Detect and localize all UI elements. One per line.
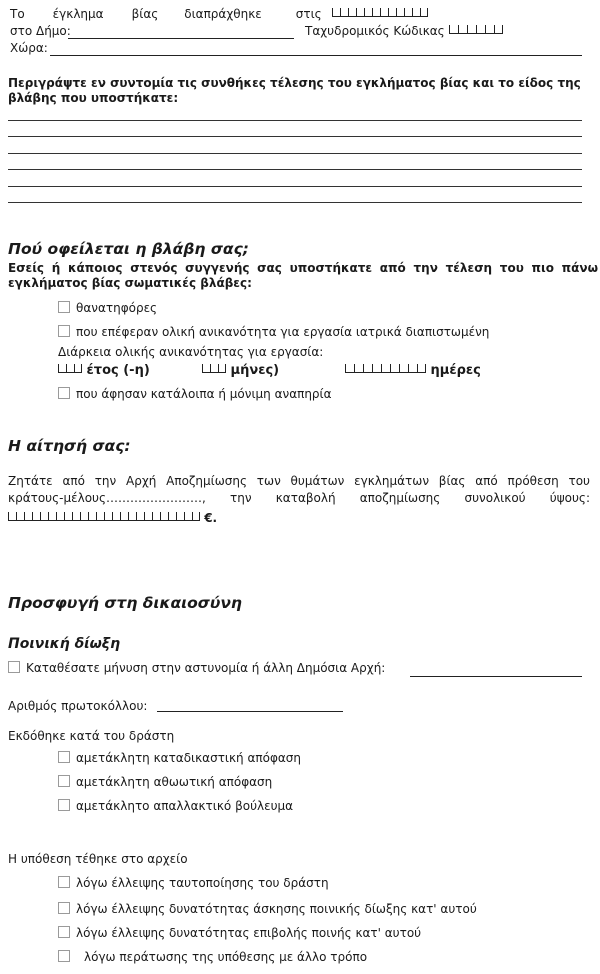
harm-option-disability[interactable] xyxy=(58,387,332,401)
municipality-field[interactable] xyxy=(68,38,294,39)
option-label: λόγω έλλειψης δυνατότητας άσκησης ποινικής δίωξης κατ' αυτού xyxy=(76,902,477,916)
option-label: αμετάκλητη καταδικαστική απόφαση xyxy=(76,751,301,765)
days-digit-boxes[interactable] xyxy=(345,364,426,373)
harm-option-incapacity[interactable] xyxy=(58,325,489,339)
option-label: θανατηφόρες xyxy=(76,301,158,315)
amount-digit-boxes[interactable] xyxy=(8,512,200,521)
country-label: Χώρα: xyxy=(10,41,48,55)
member-state-field[interactable]: ……………………, xyxy=(106,491,206,505)
request-line-2 xyxy=(8,491,590,505)
municipality-label: στο Δήμο: xyxy=(10,24,71,38)
word: βίας xyxy=(131,7,159,21)
duration-years xyxy=(58,363,150,378)
postal-code-row xyxy=(305,24,503,38)
duration-months xyxy=(202,363,279,378)
checkbox[interactable] xyxy=(58,301,70,313)
description-line[interactable] xyxy=(8,202,582,203)
months-label: μήνες) xyxy=(230,363,280,378)
checkbox[interactable] xyxy=(58,876,70,888)
currency-label: €. xyxy=(204,511,218,525)
word: στις xyxy=(295,7,322,21)
option-label: λόγω περάτωσης της υπόθεσης με άλλο τρόπο xyxy=(84,950,368,964)
years-digit-boxes[interactable] xyxy=(58,364,82,373)
option-label: αμετάκλητο απαλλακτικό βούλευμα xyxy=(76,799,294,813)
months-digit-boxes[interactable] xyxy=(202,364,226,373)
archived-label: Η υπόθεση τέθηκε στο αρχείο xyxy=(8,852,188,866)
member-state-label: κράτους-μέλους xyxy=(8,491,107,505)
protocol-label: Αριθμός πρωτοκόλλου: xyxy=(8,699,148,713)
harm-heading: Πού οφείλεται η βλάβη σας; xyxy=(8,240,249,258)
option-label: που άφησαν κατάλοιπα ή μόνιμη αναπηρία xyxy=(76,387,332,401)
description-line[interactable] xyxy=(8,186,582,187)
word: Το xyxy=(10,7,25,21)
checkbox[interactable] xyxy=(58,775,70,787)
justice-heading: Προσφυγή στη δικαιοσύνη xyxy=(8,594,242,612)
request-heading: Η αίτησή σας: xyxy=(8,437,131,455)
description-line[interactable] xyxy=(8,136,582,137)
checkbox[interactable] xyxy=(58,926,70,938)
description-line[interactable] xyxy=(8,120,582,121)
archived-option[interactable] xyxy=(58,902,477,916)
option-label: αμετάκλητη αθωωτική απόφαση xyxy=(76,775,273,789)
issued-option[interactable] xyxy=(58,799,293,813)
harm-option-fatal[interactable] xyxy=(58,301,157,315)
option-label: που επέφεραν ολική ανικανότητα για εργασία ιατρικά διαπιστωμένη xyxy=(76,325,490,339)
description-line[interactable] xyxy=(8,153,582,154)
complaint-label: Καταθέσατε μήνυση στην αστυνομία ή άλλη Δημόσια Αρχή: xyxy=(26,661,386,675)
issued-option[interactable] xyxy=(58,751,301,765)
days-label: ημέρες xyxy=(430,363,481,378)
country-field[interactable] xyxy=(50,55,582,56)
description-line[interactable] xyxy=(8,169,582,170)
postal-code-label: Ταχυδρομικός Κώδικας xyxy=(305,24,445,38)
checkbox[interactable] xyxy=(58,325,70,337)
word: διαπράχθηκε xyxy=(184,7,262,21)
amount-row xyxy=(8,511,217,525)
date-digit-boxes[interactable] xyxy=(332,8,428,17)
duration-days xyxy=(345,363,481,378)
crime-date-line xyxy=(10,7,428,21)
harm-question: Εσείς ή κάποιος στενός συγγενής σας υποστήκατε από την τέλεση του πιο πάνω εγκλήματος βίας σωματικές βλάβες: xyxy=(8,261,598,290)
prosecution-subheading: Ποινική δίωξη xyxy=(8,636,121,652)
checkbox[interactable] xyxy=(58,950,70,962)
checkbox[interactable] xyxy=(58,387,70,399)
checkbox[interactable] xyxy=(58,751,70,763)
option-label: λόγω έλλειψης ταυτοποίησης του δράστη xyxy=(76,876,329,890)
complaint-row[interactable] xyxy=(8,661,385,675)
protocol-number-field[interactable] xyxy=(157,711,343,712)
issued-label: Εκδόθηκε κατά του δράστη xyxy=(8,729,175,743)
issued-option[interactable] xyxy=(58,775,272,789)
archived-option[interactable] xyxy=(58,950,367,964)
word: έγκλημα xyxy=(52,7,104,21)
checkbox[interactable] xyxy=(8,661,20,673)
option-label: λόγω έλλειψης δυνατότητας επιβολής ποινής κατ' αυτού xyxy=(76,926,422,940)
years-label: έτος (-η) xyxy=(86,363,150,378)
checkbox[interactable] xyxy=(58,902,70,914)
duration-label: Διάρκεια ολικής ανικανότητας για εργασία: xyxy=(58,345,324,359)
postal-code-digit-boxes[interactable] xyxy=(449,25,503,34)
request-line-1: Ζητάτε από την Αρχή Αποζημίωσης των θυμάτων εγκλημάτων βίας από πρόθεση του xyxy=(8,474,590,488)
description-prompt: Περιγράψτε εν συντομία τις συνθήκες τέλεσης του εγκλήματος βίας και το είδος της βλάβης που υποστήκατε: xyxy=(8,76,581,105)
archived-option[interactable] xyxy=(58,876,329,890)
archived-option[interactable] xyxy=(58,926,421,940)
complaint-authority-field[interactable] xyxy=(410,676,582,677)
amount-label: την καταβολή αποζημίωσης συνολικού ύψους: xyxy=(230,491,590,505)
checkbox[interactable] xyxy=(58,799,70,811)
